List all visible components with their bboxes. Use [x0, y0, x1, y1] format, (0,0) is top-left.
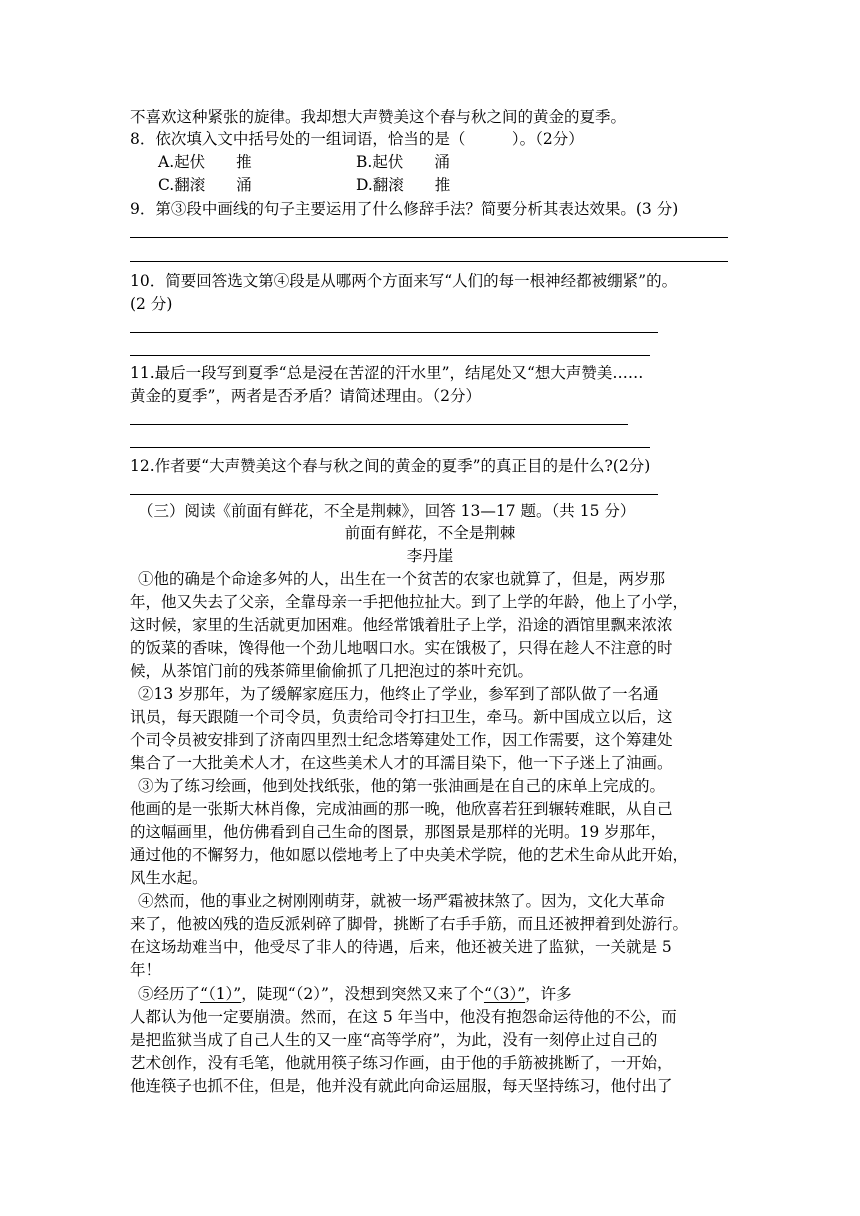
paragraph-2-line: ②13 岁那年，为了缓解家庭压力，他终止了学业，参军到了部队做了一名通	[138, 685, 659, 703]
answer-line	[130, 355, 650, 356]
paragraph-5-line: 艺术创作，没有毛笔，他就用筷子练习作画，由于他的手筋被挑断了，一开始，	[130, 1054, 673, 1072]
paragraph-5-text: ，许多	[525, 985, 572, 1003]
paragraph-5-line: 人都认为他一定要崩溃。然而，在这 5 年当中，他没有抱怨命运待他的不公，而	[130, 1008, 677, 1026]
question-10-score: (2 分)	[130, 295, 173, 313]
paragraph-1-line: 这时候，家里的生活就更加困难。他经常饿着肚子上学，沿途的酒馆里飘来浓浓	[130, 616, 673, 634]
question-12: 12.作者要“大声赞美这个春与秋之间的黄金的夏季”的真正目的是什么?(2分)	[130, 457, 651, 475]
paragraph-5-line	[138, 983, 572, 1005]
paragraph-4-line: 年！	[130, 961, 162, 979]
answer-line	[130, 237, 728, 238]
article-title: 前面有鲜花，不全是荆棘	[344, 524, 516, 542]
question-8: 8．依次填入文中括号处的一组词语，恰当的是（ ）。（2分）	[130, 130, 584, 148]
option-b: B.起伏 涌	[356, 153, 450, 171]
paragraph-5-text: ，陡现“（2）”，没想到突然又来了个	[241, 985, 484, 1003]
paragraph-3-line: ③为了练习绘画，他到处找纸张，他的第一张油画是在自己的床单上完成的。	[138, 777, 666, 795]
paragraph-5-text: ⑤经历了	[138, 985, 201, 1003]
paragraph-4-line: 来了，他被凶残的造反派剁碎了脚骨，挑断了右手手筋，而且还被押着到处游行。	[130, 915, 689, 933]
answer-line	[130, 424, 628, 425]
paragraph-1-line: 候，从茶馆门前的残茶筛里偷偷抓了几把泡过的茶叶充饥。	[130, 662, 534, 680]
paragraph-5-line: 他连筷子也抓不住，但是，他并没有就此向命运屈服，每天坚持练习，他付出了	[130, 1077, 673, 1095]
paragraph-1-line: 年，他又失去了父亲，全靠母亲一手把他拉扯大。到了上学的年龄，他上了小学，	[130, 593, 689, 611]
underlined-blank-3: “（3）”	[483, 985, 526, 1003]
paragraph-1-line: ①他的确是个命途多舛的人，出生在一个贫苦的农家也就算了，但是，两岁那	[138, 570, 666, 588]
paragraph-2-line: 个司令员被安排到了济南四里烈士纪念塔筹建处工作，因工作需要，这个筹建处	[130, 731, 673, 749]
answer-line	[130, 261, 728, 262]
article-author: 李丹崖	[406, 547, 454, 565]
paragraph-2-line: 讯员，每天跟随一个司令员，负责给司令打扫卫生，牵马。新中国成立以后，这	[130, 708, 673, 726]
section-3-heading: （三）阅读《前面有鲜花，不全是荆棘》，回答 13—17 题。（共 15 分）	[138, 502, 636, 520]
question-11: 11.最后一段写到夏季“总是浸在苦涩的汗水里”，结尾处又“想大声赞美……	[130, 364, 644, 382]
option-a: A.起伏 推	[158, 153, 252, 171]
answer-line	[130, 447, 650, 448]
text-line: 不喜欢这种紧张的旋律。我却想大声赞美这个春与秋之间的黄金的夏季。	[130, 108, 627, 126]
option-d: D.翻滚 推	[356, 176, 451, 194]
question-9: 9．第③段中画线的句子主要运用了什么修辞手法？简要分析其表达效果。(3 分)	[130, 200, 679, 218]
paragraph-2-line: 集合了一大批美术人才，在这些美术人才的耳濡目染下，他一下子迷上了油画。	[130, 754, 673, 772]
question-11-cont: 黄金的夏季”，两者是否矛盾？请简述理由。（2分）	[130, 387, 482, 405]
underlined-blank-1: “（1）”	[200, 985, 242, 1003]
paragraph-4-line: ④然而，他的事业之树刚刚萌芽，就被一场严霜被抹煞了。因为，文化大革命	[138, 892, 666, 910]
paragraph-3-line: 风生水起。	[130, 869, 208, 887]
paragraph-4-line: 在这场劫难当中，他受尽了非人的待遇，后来，他还被关进了监狱，一关就是 5	[130, 938, 672, 956]
option-c: C.翻滚 涌	[158, 176, 252, 194]
paragraph-3-line: 他画的是一张斯大林肖像，完成油画的那一晚，他欣喜若狂到辗转难眠，从自己	[130, 800, 673, 818]
paragraph-5-line: 是把监狱当成了自己人生的又一座“高等学府”，为此，没有一刻停止过自己的	[130, 1031, 658, 1049]
paragraph-1-line: 的饭菜的香味，馋得他一个劲儿地咽口水。实在饿极了，只得在趁人不注意的时	[130, 639, 673, 657]
question-10: 10．简要回答选文第④段是从哪两个方面来写“人们的每一根神经都被绷紧”的。	[130, 272, 678, 290]
paragraph-3-line: 通过他的不懈努力，他如愿以偿地考上了中央美术学院，他的艺术生命从此开始，	[130, 846, 689, 864]
paragraph-3-line: 的这幅画里，他仿佛看到自己生命的图景，那图景是那样的光明。19 岁那年，	[130, 823, 667, 841]
answer-line	[130, 332, 658, 333]
answer-line	[130, 494, 658, 495]
